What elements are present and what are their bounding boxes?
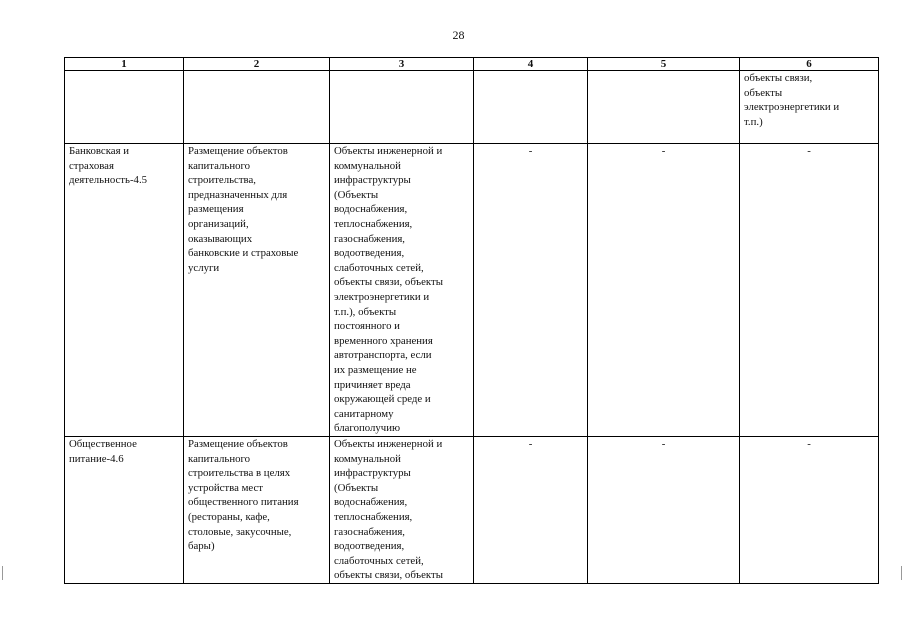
land-use-description: Размещение объектов капитального строительства, предназначенных для размещения организаций, оказывающих банковские и страховые услуги xyxy=(188,145,299,274)
table-cell xyxy=(474,71,588,144)
table-cell xyxy=(65,437,184,584)
land-use-type: Общественное питание-4.6 xyxy=(69,438,137,465)
table-cell: - xyxy=(588,144,740,437)
column-header-4: 4 xyxy=(474,58,588,71)
column-header-2: 2 xyxy=(184,58,330,71)
cell-text: объекты связи, объекты электроэнергетики и т.п.) xyxy=(744,72,840,128)
auxiliary-uses: Объекты инженерной и коммунальной инфраструктуры (Объекты водоснабжения, теплоснабжения, газоснабжения, водоотведения, слаботочных сетей, объекты связи, объекты xyxy=(334,438,444,582)
column-header-3: 3 xyxy=(330,58,474,71)
column-header-6: 6 xyxy=(740,58,879,71)
header-row xyxy=(65,58,879,71)
table-row-banking xyxy=(65,144,879,437)
table-cell xyxy=(184,71,330,144)
table-row-catering xyxy=(65,437,879,584)
page-number: 28 xyxy=(452,28,465,42)
land-use-table xyxy=(64,57,879,584)
table-cell: - xyxy=(474,437,588,584)
table-cell: - xyxy=(474,144,588,437)
table-cell xyxy=(184,437,330,584)
table-cell: - xyxy=(588,437,740,584)
table-cell xyxy=(330,71,474,144)
column-header-1: 1 xyxy=(65,58,184,71)
table-cell xyxy=(330,144,474,437)
table-cell xyxy=(588,71,740,144)
land-use-type: Банковская и страховая деятельность-4.5 xyxy=(69,145,148,187)
land-use-description: Размещение объектов капитального строительства в целях устройства мест общественного питания (рестораны, кафе, столовые, закусочные, бары) xyxy=(188,438,299,553)
table-cell xyxy=(65,144,184,437)
scan-edge-mark xyxy=(2,566,3,580)
auxiliary-uses: Объекты инженерной и коммунальной инфраструктуры (Объекты водоснабжения, теплоснабжения, газоснабжения, водоотведения, слаботочных сетей, объекты связи, объекты электроэнергетики и т.п.), объекты постоянного и временного хранения автотранспорта, если их размещение не причиняет вреда окружающей среде и санитарному благополучию xyxy=(334,145,444,435)
table-cell: - xyxy=(740,144,879,437)
table-cell xyxy=(184,144,330,437)
table-cell xyxy=(330,437,474,584)
table-cell xyxy=(740,71,879,144)
column-header-5: 5 xyxy=(588,58,740,71)
scan-edge-mark xyxy=(901,566,902,580)
table-cell: - xyxy=(740,437,879,584)
table-cell xyxy=(65,71,184,144)
table-row-continuation xyxy=(65,71,879,144)
